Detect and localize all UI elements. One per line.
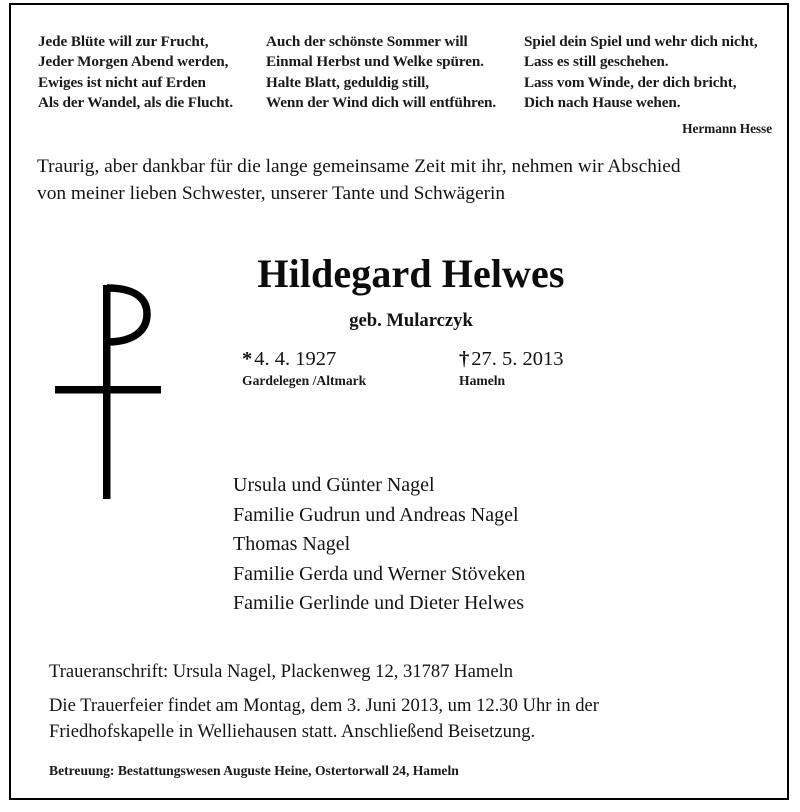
poem-line: Jede Blüte will zur Frucht, (38, 33, 209, 50)
intro-line: Traurig, aber dankbar für die lange gemeinsame Zeit mit ihr, nehmen wir Abschied (37, 156, 681, 177)
poem-line: Jeder Morgen Abend werden, (38, 53, 229, 71)
death-date (459, 348, 564, 371)
poem-line: Als der Wandel, als die Flucht. (38, 94, 234, 112)
poem-line: Auch der schönste Sommer will (266, 33, 468, 50)
poem-line: Spiel dein Spiel und wehr dich nicht, (524, 33, 758, 50)
poem-line: Lass es still geschehen. (524, 53, 669, 71)
poem-line: Lass vom Winde, der dich bricht, (524, 73, 737, 91)
birth-entry (242, 348, 366, 390)
poem-block (11, 32, 787, 152)
survivor-item: Familie Gudrun und Andreas Nagel (233, 503, 519, 526)
poem-line: Ewiges ist nicht auf Erden (38, 73, 206, 91)
survivor-item: Ursula und Günter Nagel (233, 474, 435, 496)
mourning-address: Traueranschrift: Ursula Nagel, Plackenweg 12, 31787 Hameln (49, 661, 514, 682)
poem-author: Hermann Hesse (682, 121, 772, 136)
survivors-list (233, 471, 525, 619)
survivor-item: Familie Gerlinde und Dieter Helwes (233, 592, 525, 614)
dagger-icon: † (459, 348, 470, 370)
poem-line: Halte Blatt, geduldig still, (266, 73, 430, 91)
intro-line: von meiner lieben Schwester, unserer Tante und Schwägerin (37, 183, 506, 204)
survivor-item: Familie Gerda und Werner Stöveken (233, 562, 526, 585)
death-entry (459, 348, 564, 390)
intro-paragraph (37, 153, 767, 207)
poem-line: Einmal Herbst und Welke spüren. (266, 53, 484, 71)
poem-line: Wenn der Wind dich will entführen. (266, 94, 497, 112)
birth-date-value: 4. 4. 1927 (254, 348, 337, 370)
death-date-value: 27. 5. 2013 (471, 348, 564, 370)
poem-column-2 (266, 32, 496, 114)
birth-date (242, 348, 366, 371)
birth-place: Gardelegen /Altmark (242, 373, 367, 388)
death-place: Hameln (459, 373, 506, 388)
ceremony-line: Friedhofskapelle in Welliehausen statt. Anschließend Beisetzung. (49, 721, 536, 742)
obituary-notice (9, 3, 789, 800)
ceremony-line: Die Trauerfeier findet am Montag, dem 3. Juni 2013, um 12.30 Uhr in der (49, 695, 599, 716)
survivor-item: Thomas Nagel (233, 533, 351, 555)
ceremony-details (49, 693, 771, 745)
poem-column-1 (38, 32, 233, 114)
deceased-name: Hildegard Helwes (257, 251, 565, 296)
funeral-home-credit: Betreuung: Bestattungswesen Auguste Heine, Ostertorwall 24, Hameln (49, 763, 459, 778)
maiden-name: geb. Mularczyk (349, 310, 473, 331)
poem-column-3 (524, 32, 758, 114)
poem-line: Dich nach Hause wehen. (524, 94, 681, 112)
dates-block (11, 348, 787, 396)
birth-symbol-icon: * (242, 348, 253, 370)
